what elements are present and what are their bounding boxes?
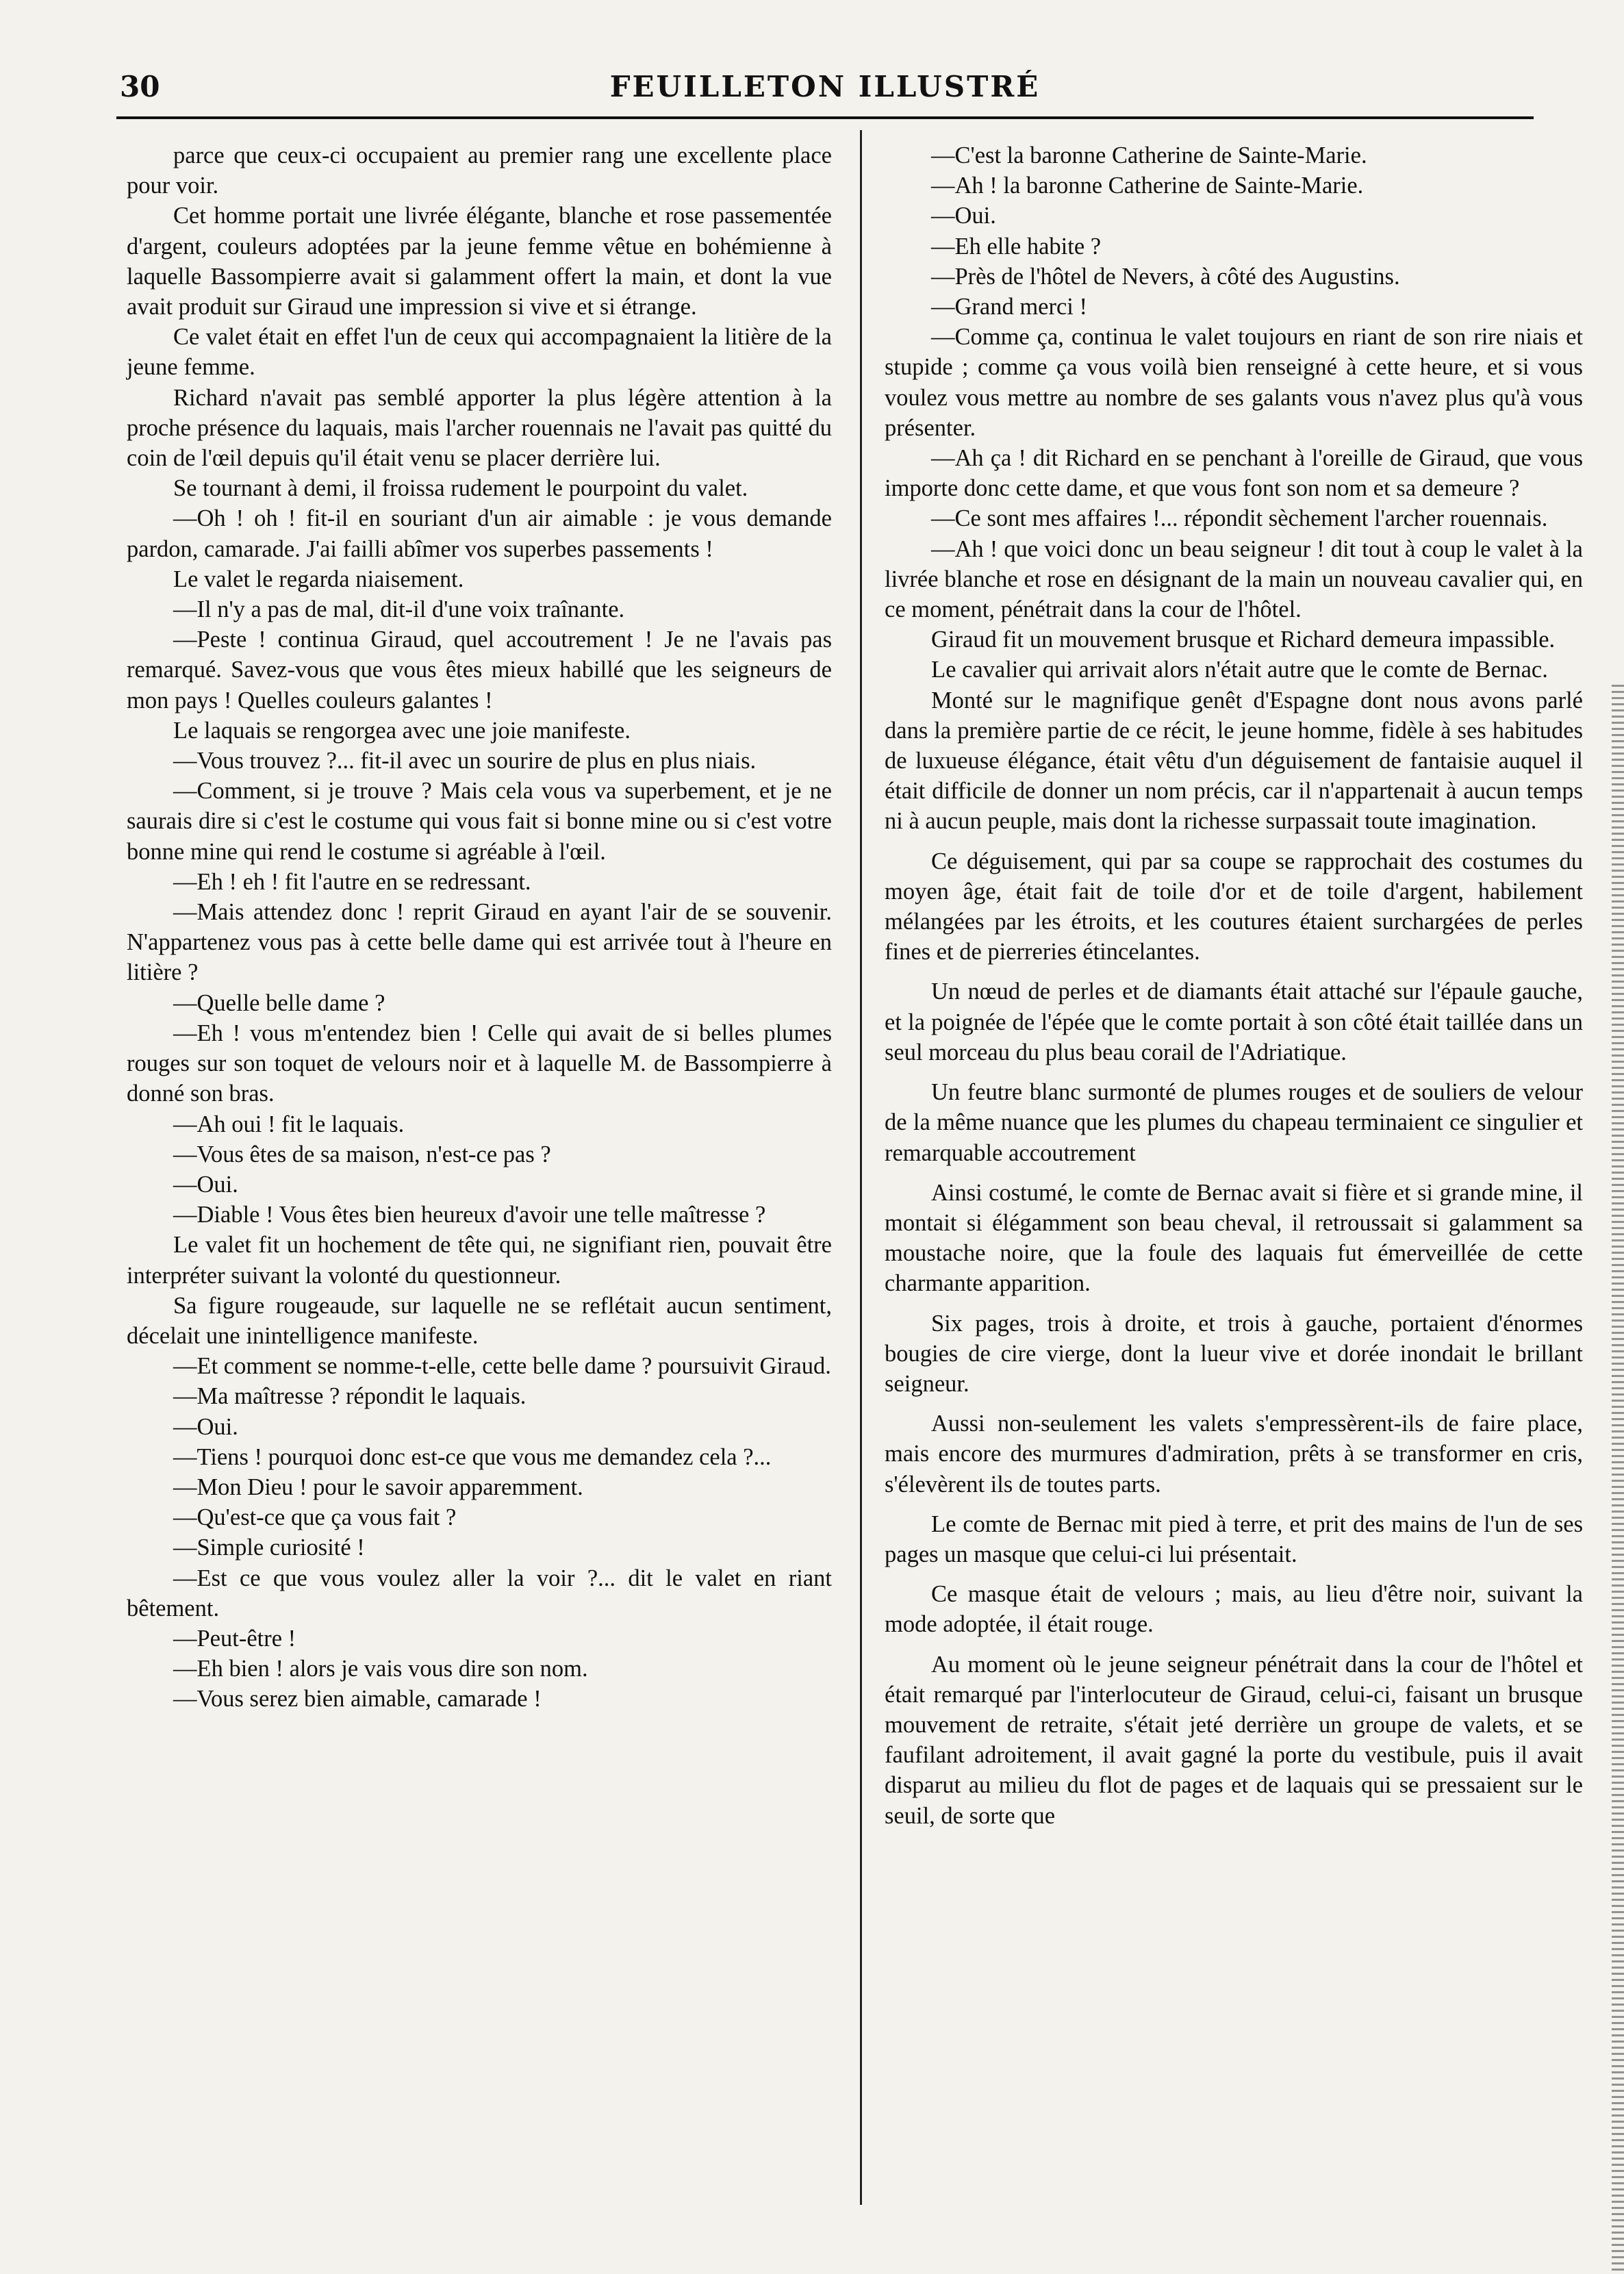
paragraph: Richard n'avait pas semblé apporter la plus légère attention à la proche présence du laquais, mais l'archer rouennais ne l'avait pas quitté du coin de l'œil depuis qu'il était venu se placer derrière lui.: [127, 384, 832, 472]
paragraph: —Est ce que vous voulez aller la voir ?... dit le valet en riant bêtement.: [127, 1565, 832, 1621]
page-header: [120, 66, 1530, 114]
paragraph: —Oh ! oh ! fit-il en souriant d'un air aimable : je vous demande pardon, camarade. J'ai failli abîmer vos superbes passements !: [127, 505, 832, 562]
paragraph: —Vous serez bien aimable, camarade !: [173, 1686, 542, 1713]
paragraph: Le laquais se rengorgea avec une joie manifeste.: [173, 717, 631, 744]
paragraph: Aussi non-seulement les valets s'empressèrent-ils de faire place, mais encore des murmures d'admiration, prêts à se transformer en cris, s'élevèrent ils de toutes parts.: [885, 1411, 1583, 1498]
paragraph: Un nœud de perles et de diamants était attaché sur l'épaule gauche, et la poignée de l'épée que le comte portait à son côté était taillée dans un seul morceau du plus beau corail de l'Adriatique.: [885, 978, 1583, 1065]
paragraph: —Tiens ! pourquoi donc est-ce que vous me demandez cela ?...: [173, 1443, 772, 1470]
paragraph: —Comme ça, continua le valet toujours en riant de son rire niais et stupide ; comme ça vous voilà bien renseigné à cette heure, et si vous voulez vous mettre au nombre de ses galants vous n'avez plus qu'à vous présenter.: [885, 324, 1583, 441]
paragraph: —C'est la baronne Catherine de Sainte-Marie.: [931, 142, 1367, 168]
paragraph: Le valet le regarda niaisement.: [173, 566, 464, 592]
paragraph: Ce valet était en effet l'un de ceux qui accompagnaient la litière de la jeune femme.: [127, 324, 832, 381]
paragraph: —Eh bien ! alors je vais vous dire son nom.: [173, 1656, 588, 1682]
paragraph: —Ma maîtresse ? répondit le laquais.: [173, 1383, 526, 1410]
paragraph: parce que ceux-ci occupaient au premier rang une excellente place pour voir.: [127, 142, 832, 199]
paragraph: —Oui.: [173, 1171, 238, 1198]
paragraph: —Vous trouvez ?... fit-il avec un sourire de plus en plus niais.: [173, 748, 757, 774]
paragraph: —Qu'est-ce que ça vous fait ?: [173, 1504, 457, 1531]
paragraph: Six pages, trois à droite, et trois à gauche, portaient d'énormes bougies de cire vierge, dont la lueur vive et dorée inondait le brillant seigneur.: [885, 1310, 1583, 1397]
paragraph: —Quelle belle dame ?: [173, 989, 385, 1016]
paragraph: Ce déguisement, qui par sa coupe se rapprochait des costumes du moyen âge, était fait de toile d'or et de toile d'argent, habilement mélangées par les étroits, et les coutures étaient surchargées de perles fines et de pierreries étincelantes.: [885, 848, 1583, 965]
paragraph: —Mais attendez donc ! reprit Giraud en ayant l'air de se souvenir. N'appartenez vous pas à cette belle dame qui est arrivée tout à l'heure en litière ?: [127, 899, 832, 986]
running-title: FEUILLETON ILLUSTRÉ: [609, 70, 1041, 103]
paragraph: —Près de l'hôtel de Nevers, à côté des Augustins.: [931, 263, 1400, 290]
paragraph: —Simple curiosité !: [173, 1534, 365, 1561]
paragraph: Le valet fit un hochement de tête qui, ne signifiant rien, pouvait être interpréter suivant la volonté du questionneur.: [127, 1232, 832, 1289]
paragraph: Se tournant à demi, il froissa rudement le pourpoint du valet.: [173, 475, 748, 502]
right-column: [885, 140, 1583, 1831]
column-divider: [860, 130, 862, 2205]
paragraph: —Oui.: [931, 203, 996, 229]
left-column: [127, 140, 832, 1715]
paragraph: Monté sur le magnifique genêt d'Espagne dont nous avons parlé dans la première partie de ce récit, le jeune homme, fidèle à ses habitudes de luxueuse élégance, était vêtu d'un déguisement de fantaisie auquel il était difficile de donner un nom précis, car il n'appartenait à aucun temps ni à aucun peuple, mais dont la richesse surpassait toute imagination.: [885, 687, 1583, 835]
paragraph: —Eh ! eh ! fit l'autre en se redressant.: [173, 868, 531, 895]
page-number: 30: [120, 70, 160, 103]
paragraph: —Eh elle habite ?: [931, 233, 1102, 260]
paragraph: Cet homme portait une livrée élégante, blanche et rose passementée d'argent, couleurs adoptées par la jeune femme vêtue en bohémienne à laquelle Bassompierre avait si galamment offert la main, et dont la vue avait produit sur Giraud une impression si vive et si étrange.: [127, 203, 832, 320]
paragraph: Sa figure rougeaude, sur laquelle ne se reflétait aucun sentiment, décelait une inintelligence manifeste.: [127, 1292, 832, 1349]
paragraph: Au moment où le jeune seigneur pénétrait dans la cour de l'hôtel et était remarqué par l'interlocuteur de Giraud, celui-ci, faisant un brusque mouvement de retraite, s'était jeté derrière un groupe de valets, et se faufilant adroitement, il avait gagné la porte du vestibule, puis il avait disparut au milieu du flot de pages et de laquais qui se pressaient sur le seuil, de sorte que: [885, 1651, 1583, 1829]
header-rule: [116, 116, 1534, 119]
paragraph: —Diable ! Vous êtes bien heureux d'avoir une telle maîtresse ?: [173, 1202, 766, 1228]
paragraph: —Peste ! continua Giraud, quel accoutrement ! Je ne l'avais pas remarqué. Savez-vous que vous êtes mieux habillé que les seigneurs de mon pays ! Quelles couleurs galantes !: [127, 627, 832, 713]
paragraph: Ainsi costumé, le comte de Bernac avait si fière et si grande mine, il montait si élégamment son beau cheval, il retroussait si galamment sa moustache noire, que la foule des laquais fut émerveillée de cette charmante apparition.: [885, 1179, 1583, 1297]
paragraph: —Vous êtes de sa maison, n'est-ce pas ?: [173, 1141, 551, 1167]
paragraph: —Grand merci !: [931, 294, 1087, 320]
paragraph: —Ah ! la baronne Catherine de Sainte-Marie.: [931, 173, 1364, 199]
paragraph: —Eh ! vous m'entendez bien ! Celle qui avait de si belles plumes rouges sur son toquet de velours noir et à laquelle M. de Bassompierre à donné son bras.: [127, 1020, 832, 1107]
page-edge-scan-marks: [1612, 685, 1624, 2273]
paragraph: —Ah ! que voici donc un beau seigneur ! dit tout à coup le valet à la livrée blanche et rose en désignant de la main un nouveau cavalier qui, en ce moment, pénétrait dans la cour de l'hôtel.: [885, 535, 1583, 623]
paragraph: —Mon Dieu ! pour le savoir apparemment.: [173, 1474, 583, 1500]
paragraph: Ce masque était de velours ; mais, au lieu d'être noir, suivant la mode adoptée, il était rouge.: [885, 1581, 1583, 1638]
paragraph: Un feutre blanc surmonté de plumes rouges et de souliers de velour de la même nuance que les plumes du chapeau terminaient ce singulier et remarquable accoutrement: [885, 1079, 1583, 1166]
paragraph: Le cavalier qui arrivait alors n'était autre que le comte de Bernac.: [931, 657, 1548, 683]
paragraph: —Ah oui ! fit le laquais.: [173, 1111, 405, 1137]
paragraph: —Comment, si je trouve ? Mais cela vous va superbement, et je ne saurais dire si c'est le costume qui vous fait si bonne mine ou si c'est votre bonne mine qui rend le costume si agréable à l'œil.: [127, 778, 832, 865]
paragraph: —Il n'y a pas de mal, dit-il d'une voix traînante.: [173, 596, 625, 623]
paragraph: —Ah ça ! dit Richard en se penchant à l'oreille de Giraud, que vous importe donc cette dame, et que vous font son nom et sa demeure ?: [885, 445, 1583, 502]
paragraph: —Et comment se nomme-t-elle, cette belle dame ? poursuivit Giraud.: [173, 1353, 831, 1380]
paragraph: Giraud fit un mouvement brusque et Richard demeura impassible.: [931, 627, 1556, 653]
paragraph: —Oui.: [173, 1413, 238, 1440]
paragraph: Le comte de Bernac mit pied à terre, et prit des mains de l'un de ses pages un masque que celui-ci lui présentait.: [885, 1511, 1583, 1567]
paragraph: —Peut-être !: [173, 1625, 296, 1652]
paragraph: —Ce sont mes affaires !... répondit sèchement l'archer rouennais.: [931, 505, 1548, 532]
